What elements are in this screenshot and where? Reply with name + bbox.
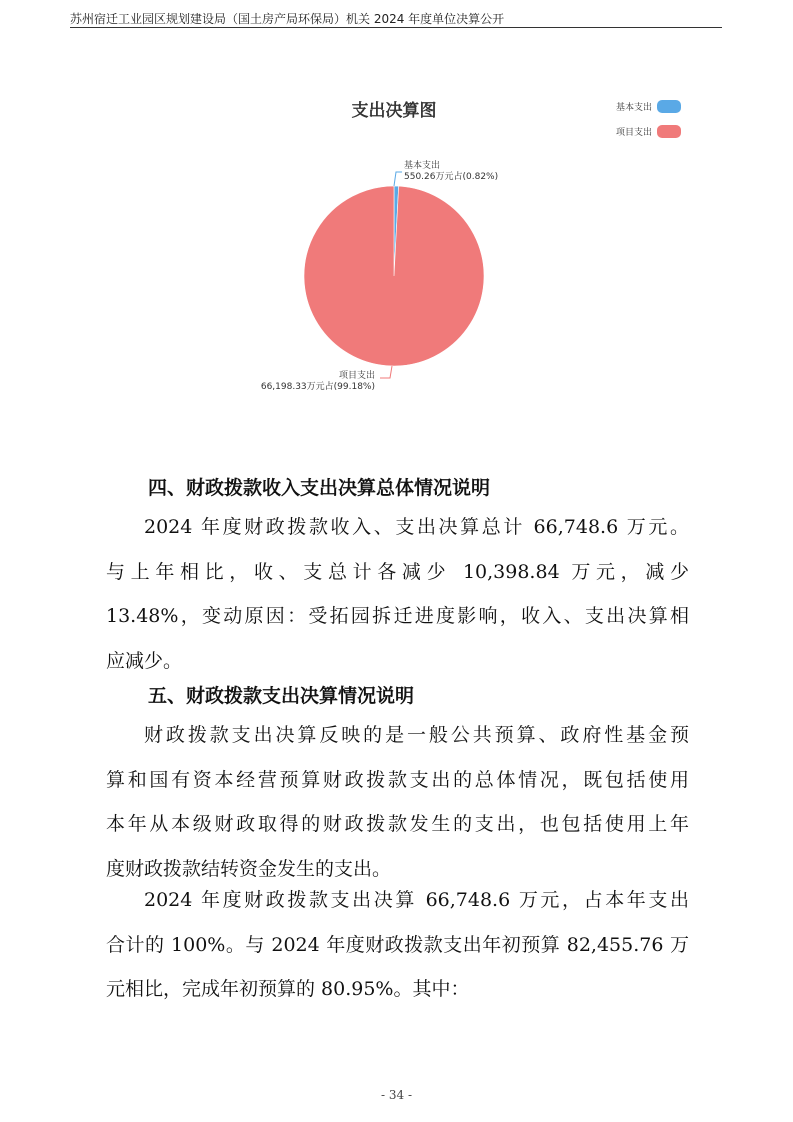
- leader-line-basic: [394, 172, 402, 186]
- paragraph-line: 13.48%，变动原因：受拓园拆迁进度影响，收入、支出决算相: [106, 605, 689, 627]
- pie-slices: [304, 186, 484, 366]
- chart-title: 支出决算图: [351, 101, 437, 121]
- label-basic: [394, 159, 498, 186]
- data-label-basic-value: 550.26万元占(0.82%): [404, 172, 499, 182]
- pie-slice-project: [304, 186, 484, 366]
- section-4-paragraph: [106, 505, 689, 683]
- section-4-heading: 四、财政拨款收入支出决算总体情况说明: [148, 477, 491, 499]
- paragraph-line: 合计的 100%。与 2024 年度财政拨款支出年初预算 82,455.76 万: [106, 933, 689, 956]
- paragraph-line: 算和国有资本经营预算财政拨款支出的总体情况，既包括使用: [106, 768, 689, 791]
- section-5-paragraph-2: [106, 878, 689, 1012]
- data-label-basic-name: 基本支出: [404, 161, 441, 171]
- legend-label-basic: 基本支出: [615, 103, 652, 113]
- legend-label-project: 项目支出: [615, 128, 652, 138]
- paragraph-line: 2024 年度财政拨款收入、支出决算总计 66,748.6 万元。: [144, 516, 689, 538]
- section-5-paragraph-1: [106, 713, 689, 891]
- chart-legend: [616, 100, 681, 138]
- legend-swatch-project: [657, 125, 681, 138]
- legend-swatch-basic: [657, 100, 681, 113]
- paragraph-line: 元相比，完成年初预算的 80.95%。其中：: [106, 978, 470, 1000]
- data-label-project-value: 66,198.33万元占(99.18%): [260, 382, 375, 392]
- page-number: - 34 -: [380, 1088, 412, 1102]
- paragraph-line: 本年从本级财政取得的财政拨款发生的支出，也包括使用上年: [106, 813, 689, 835]
- paragraph-line: 度财政拨款结转资金发生的支出。: [106, 857, 392, 880]
- pie-chart: [230, 88, 730, 408]
- page-header: 苏州宿迁工业园区规划建设局（国土房产局环保局）机关 2024 年度单位决算公开: [70, 12, 505, 26]
- header-rule: [70, 27, 722, 28]
- paragraph-line: 应减少。: [106, 649, 183, 672]
- paragraph-line: 与上年相比，收、支总计各减少 10,398.84 万元，减少: [106, 560, 689, 583]
- data-label-project-name: 项目支出: [338, 371, 375, 381]
- section-5-heading: 五、财政拨款支出决算情况说明: [148, 685, 415, 707]
- paragraph-line: 2024 年度财政拨款支出决算 66,748.6 万元，占本年支出: [144, 889, 689, 911]
- leader-line-project: [380, 366, 392, 378]
- paragraph-line: 财政拨款支出决算反映的是一般公共预算、政府性基金预: [144, 724, 689, 746]
- label-project: [261, 366, 392, 392]
